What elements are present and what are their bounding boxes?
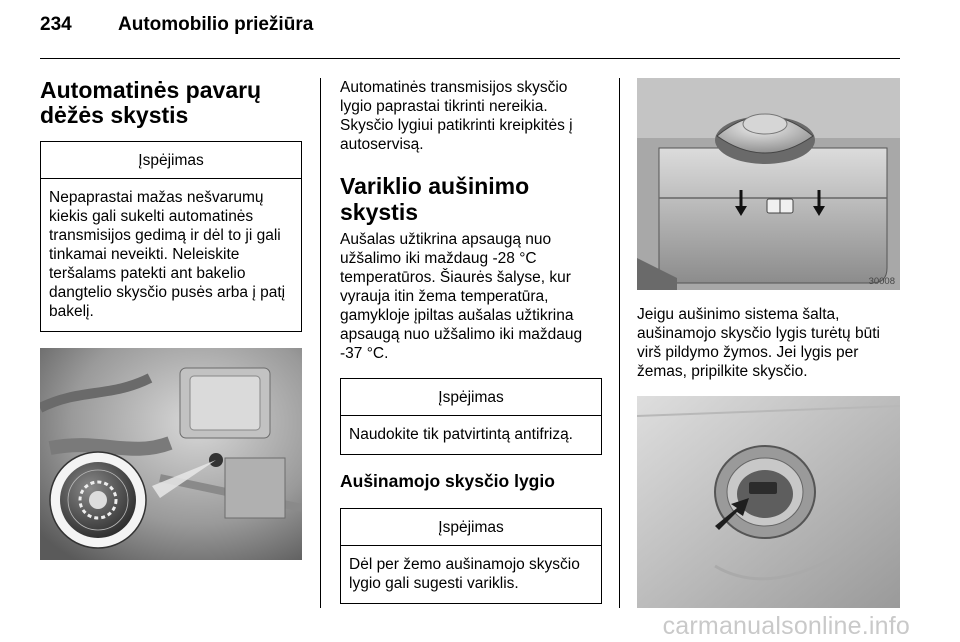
warning-text: Nepaprastai mažas nešvarumų kiekis gali sukelti automatinės transmisijos gedimą ir dėl to ji gali tinkamai neveikti. Neleiskite teršalams patekti ant bakelio dangtelio skysčio pusės arba į patį bakelį. [49,189,286,320]
coolant-heading: Variklio aušinimo skystis [340,173,530,225]
warning-box-antifreeze [340,378,602,455]
coolant-body-text: Aušalas užtikrina apsaugą nuo užšalimo iki maždaug -28 °C temperatūros. Šiaurės šalyse, kur vyrauja itin žema temperatūra, gamykloje įpiltas aušalas užtikrina apsaugą nuo užšalimo iki maždaug -37 °C. [340,231,583,362]
warning-title: Įspėjimas [41,142,301,179]
coolant-reservoir-illustration [637,78,900,290]
warning-title: Įspėjimas [341,509,601,546]
column-divider-1 [320,78,321,608]
warning-text: Naudokite tik patvirtintą antifrizą. [349,426,573,443]
column-1 [40,78,302,560]
warning-box-coolant-level [340,508,602,604]
coolant-reservoir-figure [637,78,900,290]
page-header [40,14,313,36]
engine-bay-figure [40,348,302,560]
warning-box-transmission [40,141,302,332]
engine-bay-illustration [40,348,302,560]
coolant-level-text: Jeigu aušinimo sistema šalta, aušinamojo skysčio lygis turėtų būti virš pildymo žymos. Jei lygis per žemas, pripilkite skysčio. [637,306,880,380]
coolant-level-heading: Aušinamojo skysčio lygio [340,471,555,491]
warning-title: Įspėjimas [341,379,601,416]
column-divider-2 [619,78,620,608]
header-rule [40,58,900,59]
filler-neck-illustration [637,396,900,608]
watermark: carmanualsonline.info [662,612,910,640]
transmission-check-text: Automatinės transmisijos skysčio lygio paprastai tikrinti nereikia. Skysčio lygiui patikrinti kreipkitės į autoservisą. [340,79,573,153]
transmission-fluid-heading: Automatinės pavarų dėžės skystis [40,77,262,128]
filler-neck-figure [637,396,900,608]
warning-text: Dėl per žemo aušinamojo skysčio lygio gali sugesti variklis. [349,556,580,592]
section-title: Automobilio priežiūra [118,14,314,35]
page-number: 234 [40,14,72,35]
figure-label: 30008 [868,276,895,287]
column-3 [637,78,900,608]
column-2 [340,78,602,604]
